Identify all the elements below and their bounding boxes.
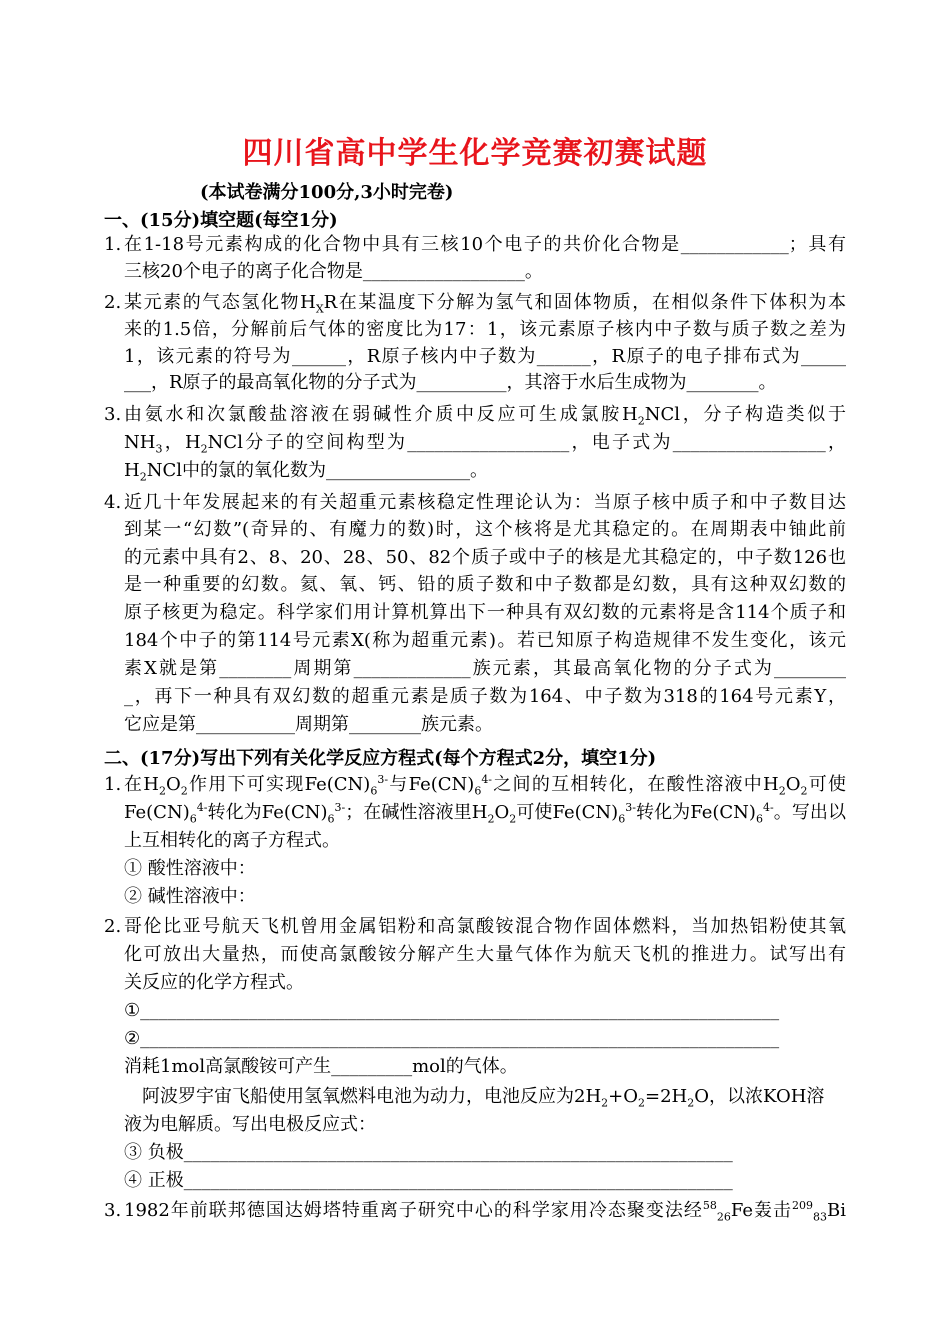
question-2-2-line-6: 消耗1mol高氯酸铵可产生_________mol的气体。	[124, 1056, 518, 1077]
question-1-4-line-2: 到某一“幻数”(奇异的、有魔力的数)时，这个核将是尤其稳定的。在周期表中铀此前	[124, 519, 846, 540]
question-2-2-line-1: 哥伦比亚号航天飞机曾用金属铝粉和高氯酸铵混合物作固体燃料，当加热铝粉使其氧	[124, 916, 846, 937]
question-1-4-line-4: 是一种重要的幻数。氦、氧、钙、铅的质子数和中子数都是幻数，具有这种双幻数的	[124, 574, 846, 595]
question-2-1-line-3: 上互相转化的离子方程式。	[124, 830, 340, 851]
question-1-4-line-7: 素X就是第________周期第_____________族元素，其最高氧化物的分子式为________	[124, 658, 846, 679]
question-2-1-line-1: 在$H_2O_2$作用下可实现$Fe(CN)_6^{3-}$与$Fe(CN)_6^{4-}$之间的互相转化，在酸性溶液中$H_2O_2$可使	[124, 773, 846, 798]
question-2-3-number: 3.	[104, 1200, 122, 1221]
question-2-2-blank-2: ②_______________________________________________________________________	[124, 1028, 780, 1049]
question-2-2-line-7: 阿波罗宇宙飞船使用氢氧燃料电池为动力，电池反应为$2H_2+O_2=2H_2O$，以浓KOH溶	[142, 1086, 825, 1110]
question-2-1-basic-prompt: ② 碱性溶液中：	[124, 886, 256, 907]
question-1-3-line-1: 由氨水和次氯酸盐溶液在弱碱性介质中反应可生成氯胺$H_2NCl$，分子构造类似于	[124, 404, 847, 428]
question-1-2-number: 2.	[104, 292, 122, 313]
question-2-2-number: 2.	[104, 916, 122, 937]
question-1-2-line-3: 1，该元素的符号为______，R原子核内中子数为______，R原子的电子排布式为_____	[124, 346, 846, 367]
question-1-4-line-5: 原子核更为稳定。科学家们用计算机算出下一种具有双幻数的元素将是含114个质子和	[124, 602, 846, 623]
question-1-2-line-2: 来的1.5倍，分解前后气体的密度比为17：1，该元素原子核内中子数与质子数之差为	[124, 319, 846, 340]
question-2-1-number: 1.	[104, 774, 122, 795]
question-1-4-line-1: 近几十年发展起来的有关超重元素核稳定性理论认为：当原子核中质子和中子数目达	[124, 492, 846, 513]
exam-title: 四川省高中学生化学竞赛初赛试题	[242, 136, 708, 171]
question-2-2-positive-electrode: ④ 正极_____________________________________________________________	[124, 1170, 733, 1191]
question-1-4-line-6: 184个中子的第114号元素X(称为超重元素)。若已知原子构造规律不发生变化，该元	[124, 630, 846, 651]
question-2-1-line-2: $Fe(CN)_6^{4-}$转化为$Fe(CN)_6^{3-}$；在碱性溶液里$H_2O_2$可使$Fe(CN)_6^{3-}$转化为$Fe(CN)_6^{4-}$。写出以	[124, 801, 846, 826]
question-2-2-line-8: 液为电解质。写出电极反应式：	[124, 1114, 376, 1135]
section-2-heading: 二、(17分)写出下列有关化学反应方程式(每个方程式2分，填空1分)	[104, 748, 657, 769]
question-2-2-line-2: 化可放出大量热，而使高氯酸铵分解产生大量气体作为航天飞机的推进力。试写出有	[124, 944, 846, 965]
question-1-3-line-2: $NH_3$，$H_2NCl$分子的空间构型为__________________，电子式为_________________，	[124, 432, 847, 456]
question-1-4-number: 4.	[104, 492, 122, 513]
question-1-3-line-3: $H_2NCl$中的氯的氧化数为________________。	[124, 460, 488, 484]
question-1-1-line-2: 三核20个电子的离子化合物是__________________。	[124, 261, 543, 282]
section-1-heading: 一、(15分)填空题(每空1分)	[104, 210, 338, 231]
question-1-1-line-1: 在1-18号元素构成的化合物中具有三核10个电子的共价化合物是____________；具有	[124, 234, 846, 255]
question-1-3-number: 3.	[104, 404, 122, 425]
question-2-1-acidic-prompt: ① 酸性溶液中：	[124, 858, 256, 879]
question-2-2-negative-electrode: ③ 负极_____________________________________________________________	[124, 1142, 733, 1163]
question-2-3-line-1: 1982年前联邦德国达姆塔特重离子研究中心的科学家用冷态聚变法经$^{58}_{26}$Fe轰击$^{209}_{83}$Bi	[124, 1199, 846, 1224]
question-2-2-blank-1: ①_______________________________________________________________________	[124, 1000, 780, 1021]
question-1-1-number: 1.	[104, 234, 122, 255]
question-1-2-line-1: 某元素的气态氢化物$H_XR$在某温度下分解为氢气和固体物质，在相似条件下体积为本	[124, 292, 846, 316]
exam-subtitle: (本试卷满分100分,3小时完卷)	[200, 182, 454, 203]
question-1-4-line-9: 它应是第___________周期第________族元素。	[124, 714, 493, 735]
question-2-2-line-3: 关反应的化学方程式。	[124, 972, 304, 993]
question-1-2-line-4: ___，R原子的最高氧化物的分子式为__________，其溶于水后生成物为________。	[124, 372, 777, 393]
question-1-4-line-3: 的元素中具有2、8、20、28、50、82个质子或中子的核是尤其稳定的，中子数126也	[124, 547, 846, 568]
question-1-4-line-8: _，再下一种具有双幻数的超重元素是质子数为164、中子数为318的164号元素Y，	[124, 686, 846, 707]
